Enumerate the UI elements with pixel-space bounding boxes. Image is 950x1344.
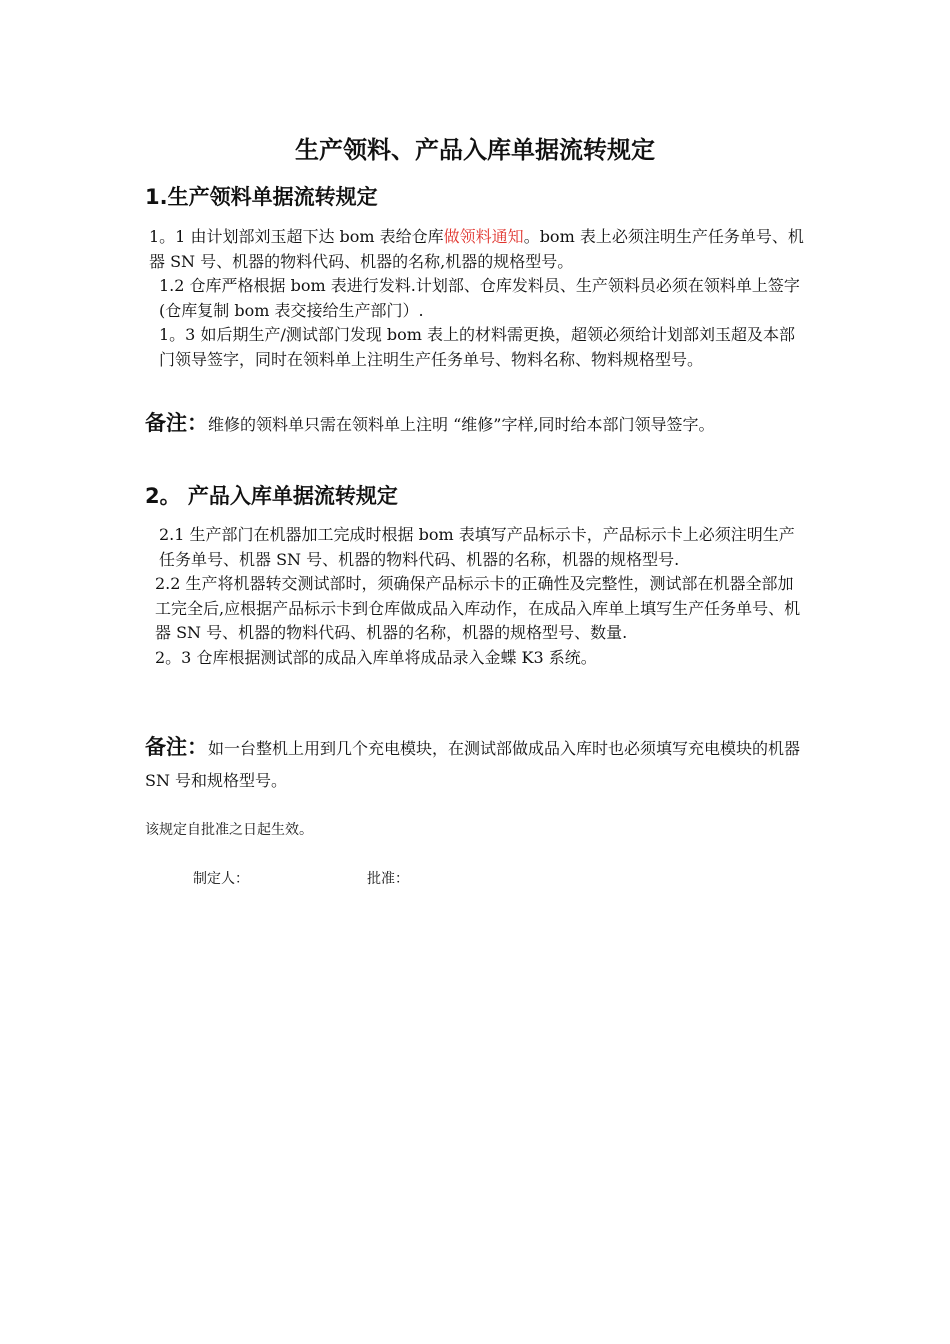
section-2-note-text-block xyxy=(145,731,807,797)
section-1 xyxy=(145,181,807,213)
section-1-note-label: 备注： xyxy=(145,411,208,435)
section-1-body xyxy=(145,225,807,372)
author-label: 制定人： xyxy=(193,871,249,887)
section-2-paragraph-1: 2.1 生产部门在机器加工完成时根据 bom 表填写产品标示卡，产品标示卡上必须注明生产任务单号、机器 SN 号、机器的物料代码、机器的名称，机器的规格型号. xyxy=(159,525,795,569)
s1p1-text-a: 1。1 由计划部刘玉超下达 bom 表给仓库 xyxy=(149,227,444,246)
s1p1-text-b: 。bom 表上必须注明生产任务单号、机器 SN 号、机器的物料代码、机器的名称,机器的规格型号。 xyxy=(149,227,804,271)
s1p1-highlight: 做领料通知 xyxy=(443,227,524,246)
section-1-paragraph-2: 1.2 仓库严格根据 bom 表进行发料.计划部、仓库发料员、生产领料员必须在领料单上签字(仓库复制 bom 表交接给生产部门）. xyxy=(159,276,800,320)
effective-statement: 该规定自批准之日起生效。 xyxy=(145,822,313,838)
section-1-note-text-block xyxy=(145,407,807,441)
section-1-note xyxy=(145,407,807,441)
section-2-body xyxy=(145,523,807,670)
section-2-note-label: 备注： xyxy=(145,735,208,759)
section-2-paragraph-2: 2.2 生产将机器转交测试部时，须确保产品标示卡的正确性及完整性，测试部在机器全部加工完全后,应根据产品标示卡到仓库做成品入库动作，在成品入库单上填写生产任务单号、机器 SN 号、机器的物料代码、机器的名称，机器的规格型号、数量. xyxy=(155,574,801,642)
section-2-paragraph-3: 2。3 仓库根据测试部的成品入库单将成品录入金蝶 K3 系统。 xyxy=(155,647,597,667)
section-2-note-text: 如一台整机上用到几个充电模块，在测试部做成品入库时也必须填写充电模块的机器 SN 号和规格型号。 xyxy=(145,739,801,790)
section-2 xyxy=(145,480,807,512)
section-1-note-text: 维修的领料单只需在领料单上注明 “维修”字样,同时给本部门领导签字。 xyxy=(208,415,715,434)
section-1-paragraph-3: 1。3 如后期生产/测试部门发现 bom 表上的材料需更换，超领必须给计划部刘玉超及本部门领导签字，同时在领料单上注明生产任务单号、物料名称、物料规格型号。 xyxy=(159,325,796,369)
section-1-heading: 1.生产领料单据流转规定 xyxy=(145,185,378,209)
document-title: 生产领料、产品入库单据流转规定 xyxy=(295,136,655,164)
section-2-note xyxy=(145,731,807,797)
approver-label: 批准： xyxy=(367,871,409,887)
section-1-paragraph-1 xyxy=(145,225,807,274)
section-2-heading: 2。 产品入库单据流转规定 xyxy=(145,484,398,508)
